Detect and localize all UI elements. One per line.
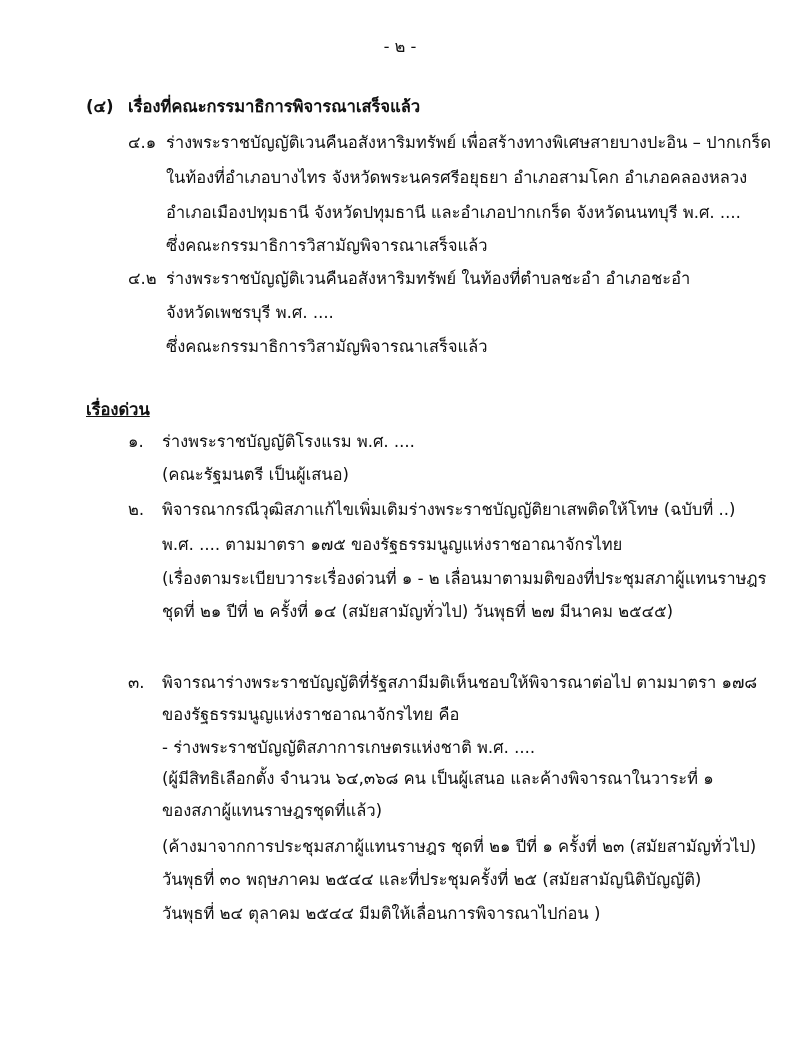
item-line: ของรัฐธรรมนูญแห่งราชอาณาจักรไทย คือ xyxy=(162,705,460,724)
item-number: ๑. xyxy=(128,432,144,451)
item-line: ร่างพระราชบัญญัติเวนคืนอสังหาริมทรัพย์ ในท้องที่ตำบลชะอำ อำเภอชะอำ xyxy=(166,269,691,288)
item-line: ของสภาผู้แทนราษฎรชุดที่แล้ว) xyxy=(162,801,383,820)
section-number: (๔) xyxy=(86,97,114,116)
item-line: (คณะรัฐมนตรี เป็นผู้เสนอ) xyxy=(162,465,349,484)
item-line: ร่างพระราชบัญญัติโรงแรม พ.ศ. .... xyxy=(162,432,415,451)
item-line: อำเภอเมืองปทุมธานี จังหวัดปทุมธานี และอำเภอปากเกร็ด จังหวัดนนทบุรี พ.ศ. .... xyxy=(166,203,741,222)
item-line: พ.ศ. .... ตามมาตรา ๑๗๕ ของรัฐธรรมนูญแห่งราชอาณาจักรไทย xyxy=(162,535,623,554)
item-line: - ร่างพระราชบัญญัติสภาการเกษตรแห่งชาติ พ.ศ. .... xyxy=(162,738,536,757)
item-line: ซึ่งคณะกรรมาธิการวิสามัญพิจารณาเสร็จแล้ว xyxy=(166,337,488,356)
item-line: จังหวัดเพชรบุรี พ.ศ. .... xyxy=(166,303,334,322)
item-number: ๒. xyxy=(128,500,145,519)
item-number: ๓. xyxy=(128,673,145,692)
item-number: ๔.๒ xyxy=(128,269,157,288)
item-line: (เรื่องตามระเบียบวาระเรื่องด่วนที่ ๑ - ๒ เลื่อนมาตามมติของที่ประชุมสภาผู้แทนราษฎร xyxy=(162,569,767,588)
item-line: วันพุธที่ ๓๐ พฤษภาคม ๒๕๔๔ และที่ประชุมครั้งที่ ๒๕ (สมัยสามัญนิติบัญญัติ) xyxy=(162,870,702,889)
item-line: (ค้างมาจากการประชุมสภาผู้แทนราษฎร ชุดที่ ๒๑ ปีที่ ๑ ครั้งที่ ๒๓ (สมัยสามัญทั่วไป) xyxy=(162,837,757,856)
item-line: ในท้องที่อำเภอบางไทร จังหวัดพระนครศรีอยุธยา อำเภอสามโคก อำเภอคลองหลวง xyxy=(166,168,748,187)
item-line: (ผู้มีสิทธิเลือกตั้ง จำนวน ๖๔,๓๖๘ คน เป็นผู้เสนอ และค้างพิจารณาในวาระที่ ๑ xyxy=(162,769,714,788)
item-line: พิจารณาร่างพระราชบัญญัติที่รัฐสภามีมติเห็นชอบให้พิจารณาต่อไป ตามมาตรา ๑๗๘ xyxy=(162,673,758,692)
item-line: ชุดที่ ๒๑ ปีที่ ๒ ครั้งที่ ๑๔ (สมัยสามัญทั่วไป) วันพุธที่ ๒๗ มีนาคม ๒๕๔๕) xyxy=(162,602,674,621)
item-line: พิจารณากรณีวุฒิสภาแก้ไขเพิ่มเติมร่างพระราชบัญญัติยาเสพติดให้โทษ (ฉบับที่ ..) xyxy=(162,500,736,519)
page-number: - ๒ - xyxy=(383,37,417,56)
item-number: ๔.๑ xyxy=(128,133,157,152)
item-line: วันพุธที่ ๒๔ ตุลาคม ๒๕๔๔ มีมติให้เลื่อนการพิจารณาไปก่อน ) xyxy=(162,904,601,923)
section-title: เรื่องที่คณะกรรมาธิการพิจารณาเสร็จแล้ว xyxy=(128,97,421,116)
item-line: ซึ่งคณะกรรมาธิการวิสามัญพิจารณาเสร็จแล้ว xyxy=(166,236,488,255)
item-line: ร่างพระราชบัญญัติเวนคืนอสังหาริมทรัพย์ เพื่อสร้างทางพิเศษสายบางปะอิน – ปากเกร็ด xyxy=(166,133,772,152)
urgent-heading: เรื่องด่วน xyxy=(86,400,150,419)
